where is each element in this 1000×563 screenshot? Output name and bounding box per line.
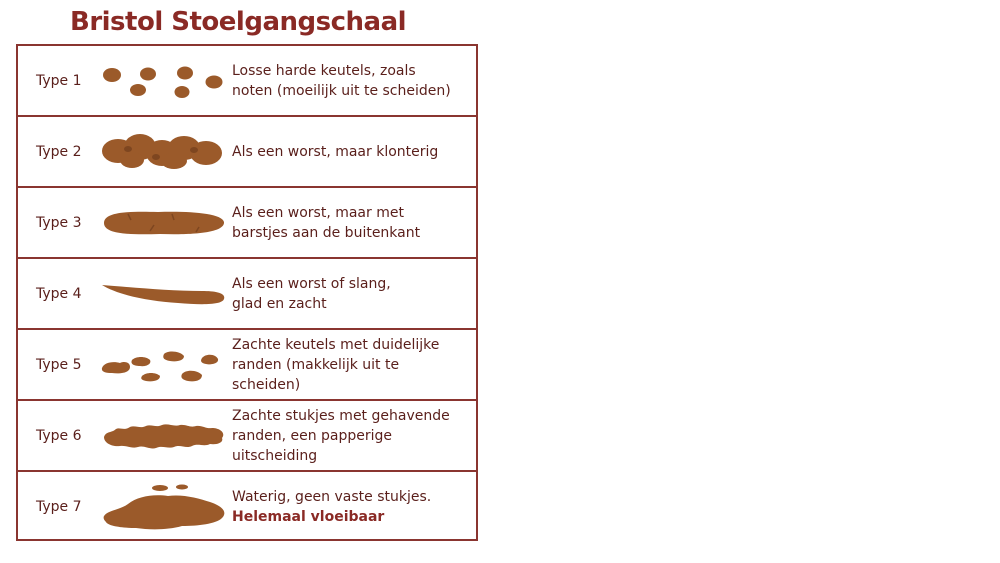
scale-row-type-4 [18, 259, 476, 330]
type-description: Als een worst of slang, glad en zacht [232, 275, 391, 312]
type-label: Type 4 [36, 285, 82, 302]
type-description: Losse harde keutels, zoals noten (moeilijk uit te scheiden) [232, 62, 451, 99]
type-description: Als een worst, maar met barstjes aan de buitenkant [232, 204, 421, 241]
type-description: Zachte stukjes met gehavende randen, een papperige uitscheiding [232, 407, 450, 464]
type-description: Waterig, geen vaste stukjes. Helemaal vloeibaar [232, 488, 432, 525]
scale-row-type-7 [18, 472, 476, 543]
stool-type-4-icon [98, 261, 230, 327]
type-label: Type 6 [36, 427, 82, 444]
stool-type-6-icon [98, 403, 230, 469]
type-label: Type 3 [36, 214, 82, 231]
stool-type-1-icon [98, 48, 230, 114]
type-description: Zachte keutels met duidelijke randen (makkelijk uit te scheiden) [232, 336, 440, 393]
type-description: Als een worst, maar klonterig [232, 143, 439, 160]
type-label: Type 1 [36, 72, 82, 89]
stool-type-5-icon [98, 332, 230, 398]
type-label: Type 2 [36, 143, 82, 160]
stool-type-3-icon [98, 190, 230, 256]
type-label: Type 5 [36, 356, 82, 373]
bristol-scale-table [16, 44, 478, 541]
stool-type-2-icon [98, 119, 230, 185]
scale-row-type-5 [18, 330, 476, 401]
stool-type-7-icon [98, 474, 230, 540]
scale-row-type-1 [18, 46, 476, 117]
scale-row-type-3 [18, 188, 476, 259]
scale-row-type-2 [18, 117, 476, 188]
chart-title: Bristol Stoelgangschaal [70, 7, 407, 37]
scale-row-type-6 [18, 401, 476, 472]
type-label: Type 7 [36, 498, 82, 515]
